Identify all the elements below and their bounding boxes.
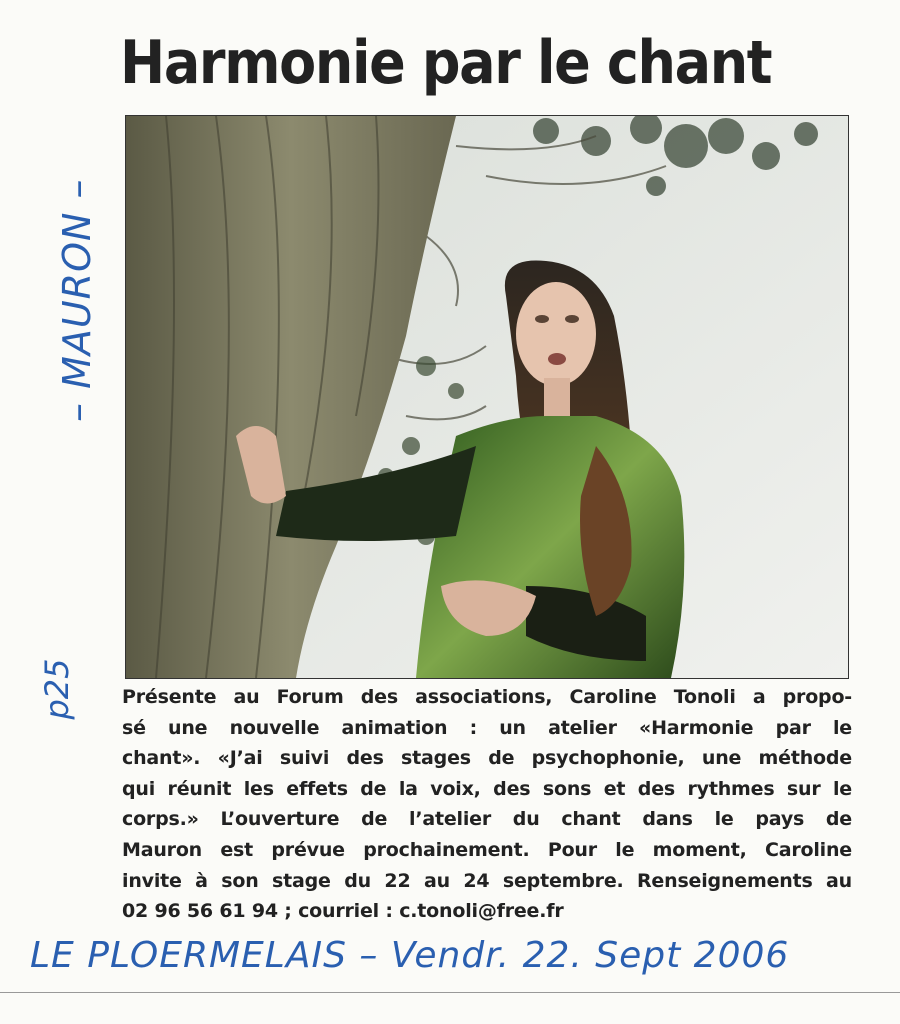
caption-line: corps.» L’ouverture de l’atelier du chant dans le pays de <box>122 808 852 831</box>
divider-line <box>0 992 900 993</box>
handwritten-source-note: LE PLOERMELAIS – Vendr. 22. Sept 2006 <box>30 935 790 976</box>
caption-line: invite à son stage du 22 au 24 septembre. Renseignements au <box>122 869 852 892</box>
caption-line: qui réunit les effets de la voix, des sons et des rythmes sur le <box>122 777 852 800</box>
photo-singer-by-tree <box>126 116 848 678</box>
caption-line: Présente au Forum des associations, Caroline Tonoli a propo- <box>122 686 852 708</box>
caption-line: chant». «J’ai suivi des stages de psychophonie, une méthode <box>122 747 852 770</box>
article-photo <box>125 115 849 679</box>
article-title: Harmonie par le chant <box>120 28 772 98</box>
article-caption <box>122 682 852 927</box>
handwritten-town-note: – MAURON – <box>55 178 99 422</box>
caption-line: sé une nouvelle animation : un atelier «Harmonie par le <box>122 716 852 739</box>
caption-line: Mauron est prévue prochainement. Pour le moment, Caroline <box>122 838 852 861</box>
caption-line: 02 96 56 61 94 ; courriel : c.tonoli@free.fr <box>122 900 564 923</box>
handwritten-page-number: p25 <box>38 658 76 720</box>
